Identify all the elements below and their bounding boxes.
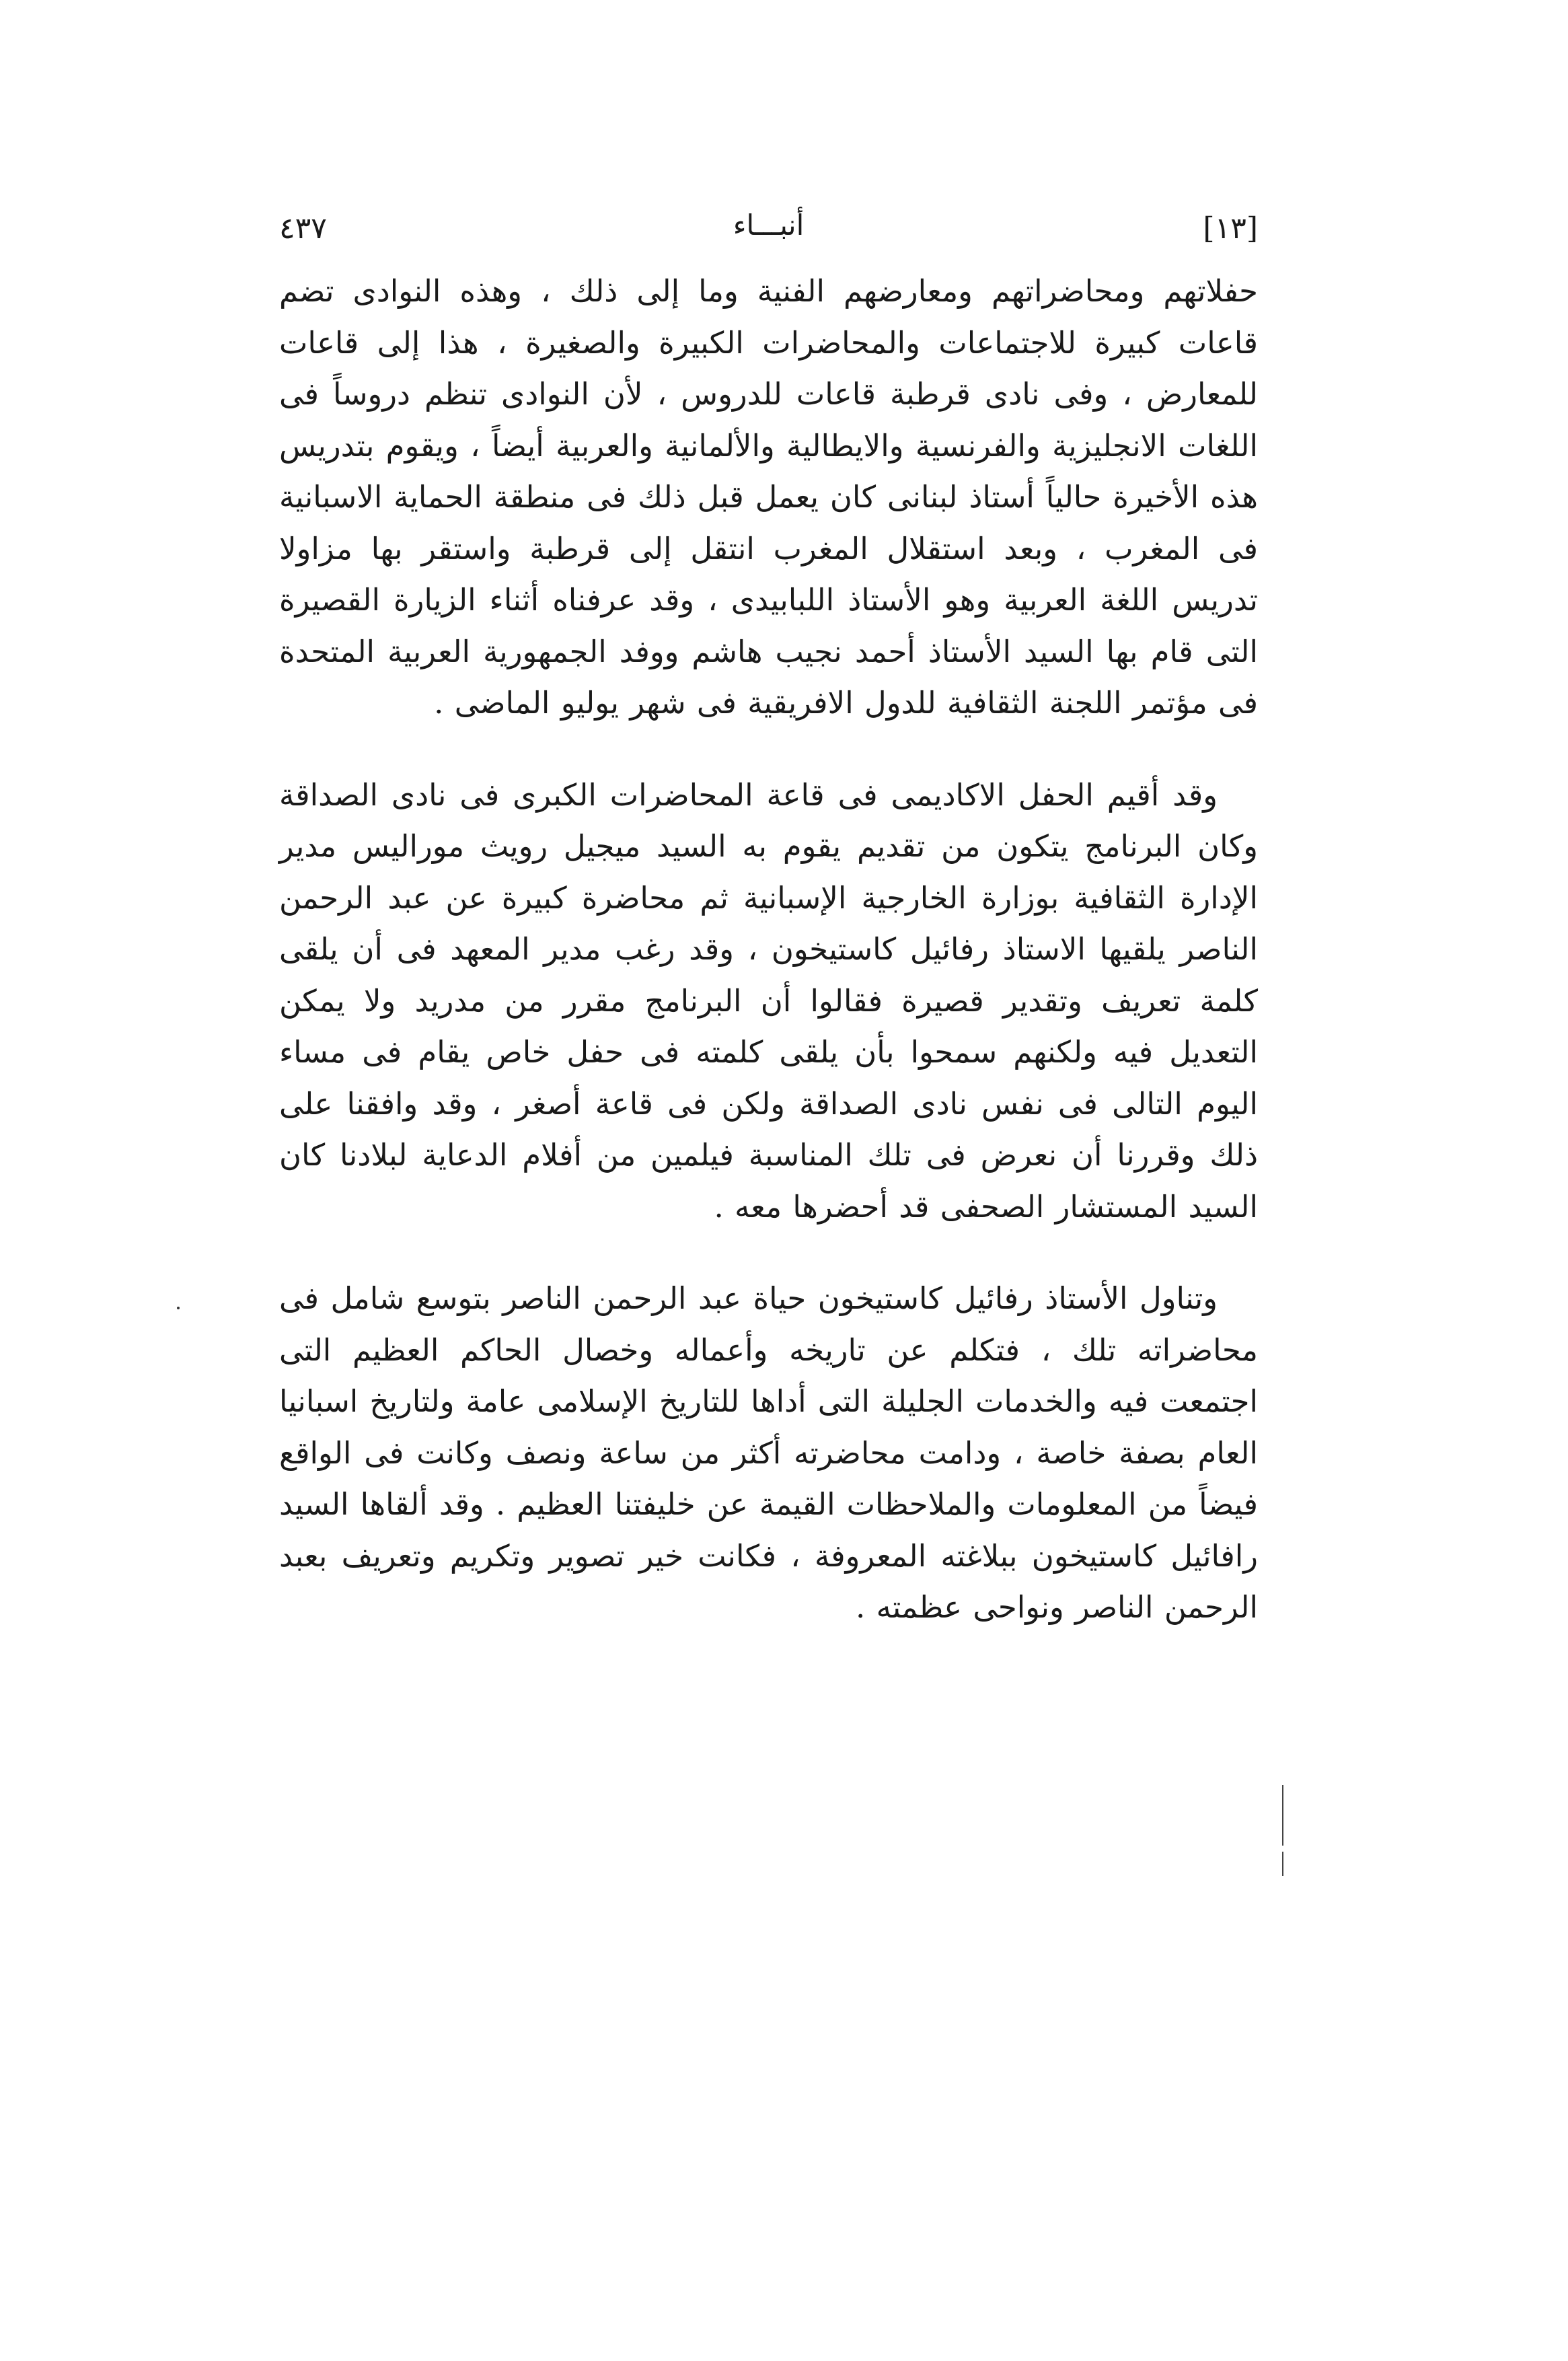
margin-rule-mark [1282, 1785, 1283, 1846]
scan-speck [177, 1307, 180, 1309]
paragraph-2: وقد أقيم الحفل الاكاديمى فى قاعة المحاضرات الكبرى فى نادى الصداقة وكان البرنامج يتكون من تقديم يقوم به السيد ميجيل رويث موراليس مدير الإدارة الثقافية بوزارة الخارجية الإسبانية ثم محاضرة كبيرة عن عبد الرحمن الناصر يلقيها الاستاذ رفائيل كاستيخون ، وقد رغب مدير المعهد فى أن يلقى كلمة تعريف وتقدير قصيرة فقالوا أن البرنامج مقرر من مدريد ولا يمكن التعديل فيه ولكنهم سمحوا بأن يلقى كلمته فى حفل خاص يقام فى مساء اليوم التالى فى نفس نادى الصداقة ولكن فى قاعة أصغر ، وقد وافقنا على ذلك وقررنا أن نعرض فى تلك المناسبة فيلمين من أفلام الدعاية لبلادنا كان السيد المستشار الصحفى قد أحضرها معه . [279, 776, 1258, 1225]
paragraph-3: وتناول الأستاذ رفائيل كاستيخون حياة عبد الرحمن الناصر بتوسع شامل فى محاضراته تلك ، فتكلم عن تاريخه وأعماله وخصال الحاكم العظيم التى اجتمعت فيه والخدمات الجليلة التى أداها للتاريخ الإسلامى عامة ولتاريخ اسبانيا العام بصفة خاصة ، ودامت محاضرته أكثر من ساعة ونصف وكانت فى الواقع فيضاً من المعلومات والملاحظات القيمة عن خليفتنا العظيم . وقد ألقاها السيد رافائيل كاستيخون ببلاغته المعروفة ، فكانت خير تصوير وتكريم وتعريف بعبد الرحمن الناصر ونواحى عظمته . [279, 1280, 1258, 1625]
page-header [279, 202, 1258, 262]
margin-rule-mark-lower [1282, 1852, 1283, 1876]
running-title: أنبـــاء [733, 209, 805, 242]
section-marker: [١٣] [1203, 211, 1258, 246]
article-body [279, 266, 1258, 1634]
page-number: ٤٣٧ [279, 211, 327, 246]
paragraph-1: حفلاتهم ومحاضراتهم ومعارضهم الفنية وما إلى ذلك ، وهذه النوادى تضم قاعات كبيرة للاجتماعات والمحاضرات الكبيرة والصغيرة ، هذا إلى قاعات للمعارض ، وفى نادى قرطبة قاعات للدروس ، لأن النوادى تنظم دروساً فى اللغات الانجليزية والفرنسية والايطالية والألمانية والعربية أيضاً ، ويقوم بتدريس هذه الأخيرة حالياً أستاذ لبنانى كان يعمل قبل ذلك فى منطقة الحماية الاسبانية فى المغرب ، وبعد استقلال المغرب انتقل إلى قرطبة واستقر بها مزاولا تدريس اللغة العربية وهو الأستاذ اللبابيدى ، وقد عرفناه أثناء الزيارة القصيرة التى قام بها السيد الأستاذ أحمد نجيب هاشم ووفد الجمهورية العربية المتحدة فى مؤتمر اللجنة الثقافية للدول الافريقية فى شهر يوليو الماضى . [279, 273, 1258, 721]
